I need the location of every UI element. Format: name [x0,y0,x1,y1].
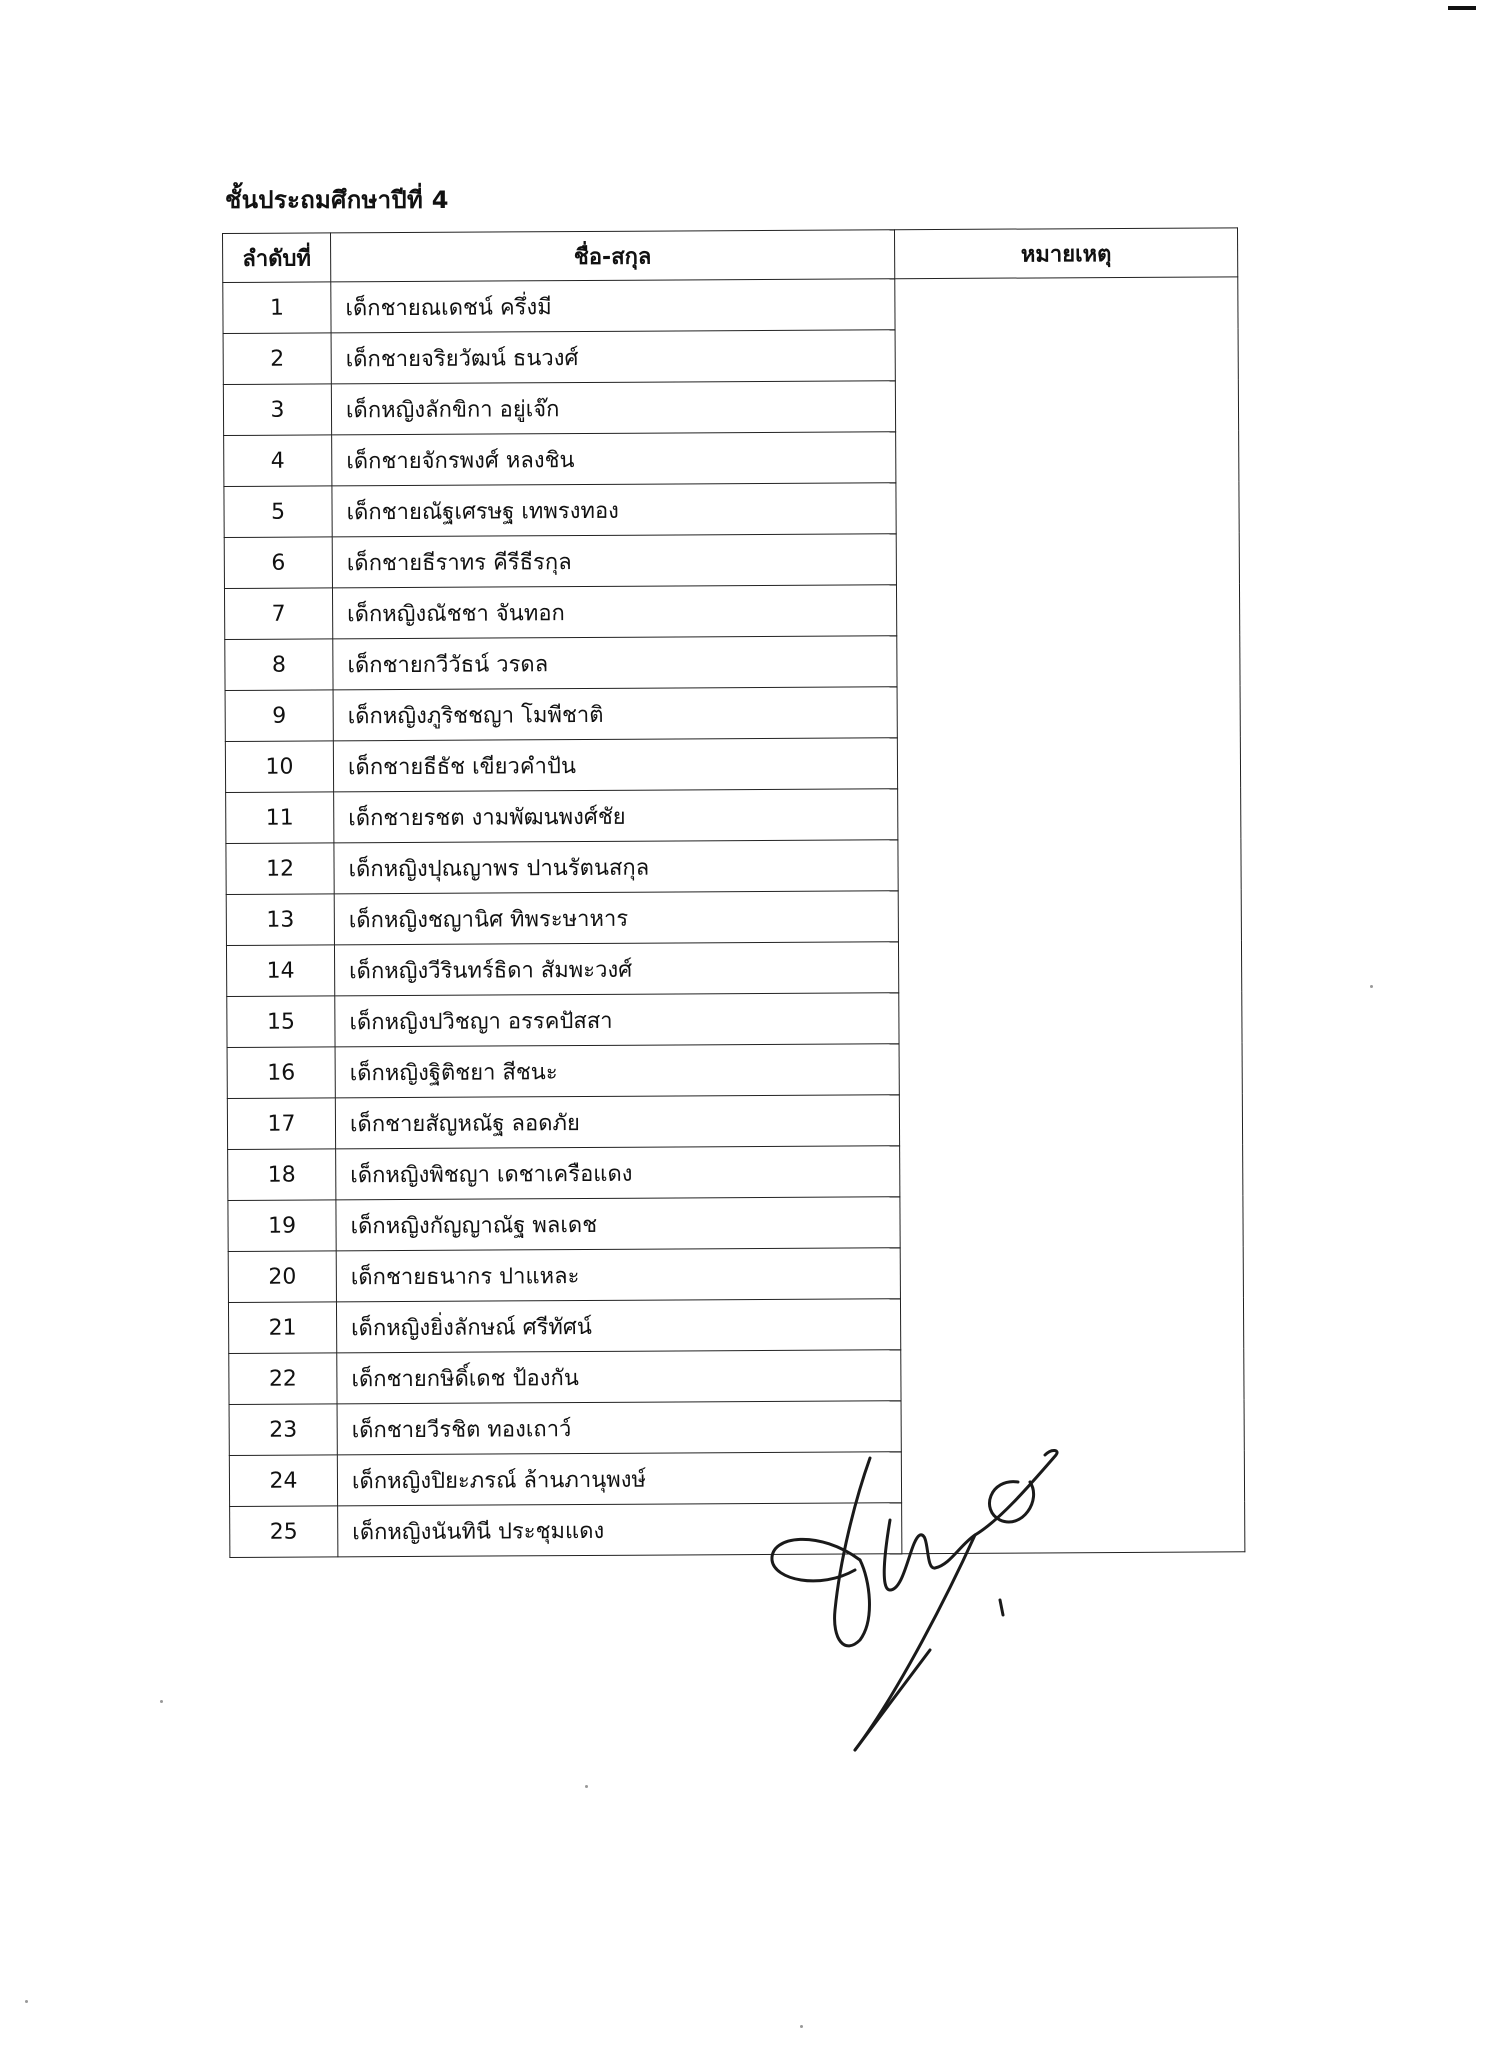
table-row [223,277,1238,334]
student-name: เด็กชายกษิดิ์เดช ป้องกัน [337,1350,901,1404]
remark-cell [898,940,1241,993]
student-name: เด็กหญิงวีรินทร์ธิดา สัมพะวงศ์ [334,942,898,996]
remark-cell [901,1348,1244,1401]
remark-cell [900,1297,1243,1350]
student-name: เด็กหญิงพิชญา เดชาเครือแดง [336,1146,900,1200]
row-number: 17 [227,1098,335,1150]
table-row [223,379,1238,436]
scan-speck [800,2025,803,2028]
remark-cell [897,634,1240,687]
column-header-number: ลำดับที่ [223,233,331,283]
page-title: ชั้นประถมศึกษาปีที่ 4 [225,186,449,214]
remark-cell [896,583,1239,636]
remark-cell [895,328,1238,381]
student-name: เด็กหญิงกัญญาณัฐ พลเดช [336,1197,900,1251]
table-row [224,430,1239,487]
table-row [224,481,1239,538]
table-row [225,685,1240,742]
table-row [228,1297,1243,1354]
table-row [228,1246,1243,1303]
scan-edge-mark [1448,6,1476,10]
table-row [227,1042,1242,1099]
remark-cell [900,1144,1243,1197]
table-row [223,328,1238,385]
table-row [229,1348,1244,1405]
student-name: เด็กหญิงปวิชญา อรรคปัสสา [335,993,899,1047]
scan-speck [1370,985,1373,988]
table-row [225,634,1240,691]
student-name: เด็กหญิงลักขิกา อยู่เจ๊ก [331,381,895,435]
student-name: เด็กชายรชต งามพัฒนพงศ์ชัย [334,789,898,843]
scan-speck [585,1785,588,1788]
student-name: เด็กหญิงยิ่งลักษณ์ ศรีทัศน์ [336,1299,900,1353]
scan-speck [25,2000,28,2003]
student-name: เด็กชายธีธัช เขียวคำปัน [333,738,897,792]
student-name: เด็กหญิงปุณญาพร ปานรัตนสกุล [334,840,898,894]
row-number: 12 [226,843,334,895]
remark-cell [899,991,1242,1044]
row-number: 11 [226,792,334,844]
student-name: เด็กชายณัฐเศรษฐ เทพรงทอง [332,483,896,537]
column-header-remark: หมายเหตุ [894,228,1237,279]
student-name: เด็กชายธีราทร คีรีธีรกุล [332,534,896,588]
student-name: เด็กชายกวีวัธน์ วรดล [333,636,897,690]
table-row [229,1450,1244,1507]
row-number: 7 [224,588,332,640]
remark-cell [898,889,1241,942]
row-number: 23 [229,1404,337,1456]
student-name: เด็กชายจริยวัฒน์ ธนวงศ์ [331,330,895,384]
remark-cell [896,532,1239,585]
row-number: 20 [228,1251,336,1303]
remark-cell [899,1042,1242,1095]
table-row [226,889,1241,946]
student-name: เด็กหญิงณัชชา จันทอก [332,585,896,639]
student-name: เด็กชายจักรพงศ์ หลงชิน [332,432,896,486]
student-name: เด็กหญิงปิยะภรณ์ ล้านภานุพงษ์ [337,1452,901,1506]
row-number: 6 [224,537,332,589]
student-name: เด็กชายสัญหณัฐ ลอดภัย [335,1095,899,1149]
student-roster-table [222,227,1245,1558]
remark-cell [895,379,1238,432]
remark-cell [900,1246,1243,1299]
remark-cell [895,277,1238,330]
row-number: 15 [227,996,335,1048]
remark-cell [899,1093,1242,1146]
table-row [230,1501,1245,1558]
row-number: 19 [228,1200,336,1252]
row-number: 1 [223,282,331,334]
row-number: 9 [225,690,333,742]
student-name: เด็กชายธนากร ปาแหละ [336,1248,900,1302]
row-number: 8 [225,639,333,691]
table-row [226,940,1241,997]
scan-speck [160,1700,163,1703]
table-row [228,1144,1243,1201]
student-name: เด็กหญิงฐิติชยา สีชนะ [335,1044,899,1098]
remark-cell [897,685,1240,738]
row-number: 10 [225,741,333,793]
row-number: 5 [224,486,332,538]
table-row [229,1399,1244,1456]
signature [760,1440,1080,1760]
row-number: 13 [226,894,334,946]
row-number: 18 [228,1149,336,1201]
row-number: 24 [229,1455,337,1507]
remark-cell [896,430,1239,483]
remark-cell [896,481,1239,534]
column-header-name: ชื่อ-สกุล [331,230,895,282]
remark-cell [897,736,1240,789]
student-name: เด็กหญิงนันทินี ประชุมแดง [338,1503,902,1557]
row-number: 22 [229,1353,337,1405]
remark-cell [900,1195,1243,1248]
student-name: เด็กชายณเดชน์ ครึ่งมี [331,279,895,333]
student-name: เด็กหญิงชญานิศ ทิพระษาหาร [334,891,898,945]
remark-cell [898,838,1241,891]
row-number: 3 [223,384,331,436]
table-row [227,1093,1242,1150]
table-row [225,736,1240,793]
header-row [223,228,1238,283]
student-name: เด็กหญิงภูริชชญา โมพีชาติ [333,687,897,741]
remark-cell [898,787,1241,840]
table-row [224,583,1239,640]
row-number: 14 [226,945,334,997]
table-row [224,532,1239,589]
row-number: 25 [230,1506,338,1558]
row-number: 16 [227,1047,335,1099]
table-row [226,838,1241,895]
row-number: 2 [223,333,331,385]
row-number: 21 [228,1302,336,1354]
table-row [227,991,1242,1048]
table-row [228,1195,1243,1252]
row-number: 4 [224,435,332,487]
table-row [226,787,1241,844]
student-name: เด็กชายวีรชิต ทองเถาว์ [337,1401,901,1455]
